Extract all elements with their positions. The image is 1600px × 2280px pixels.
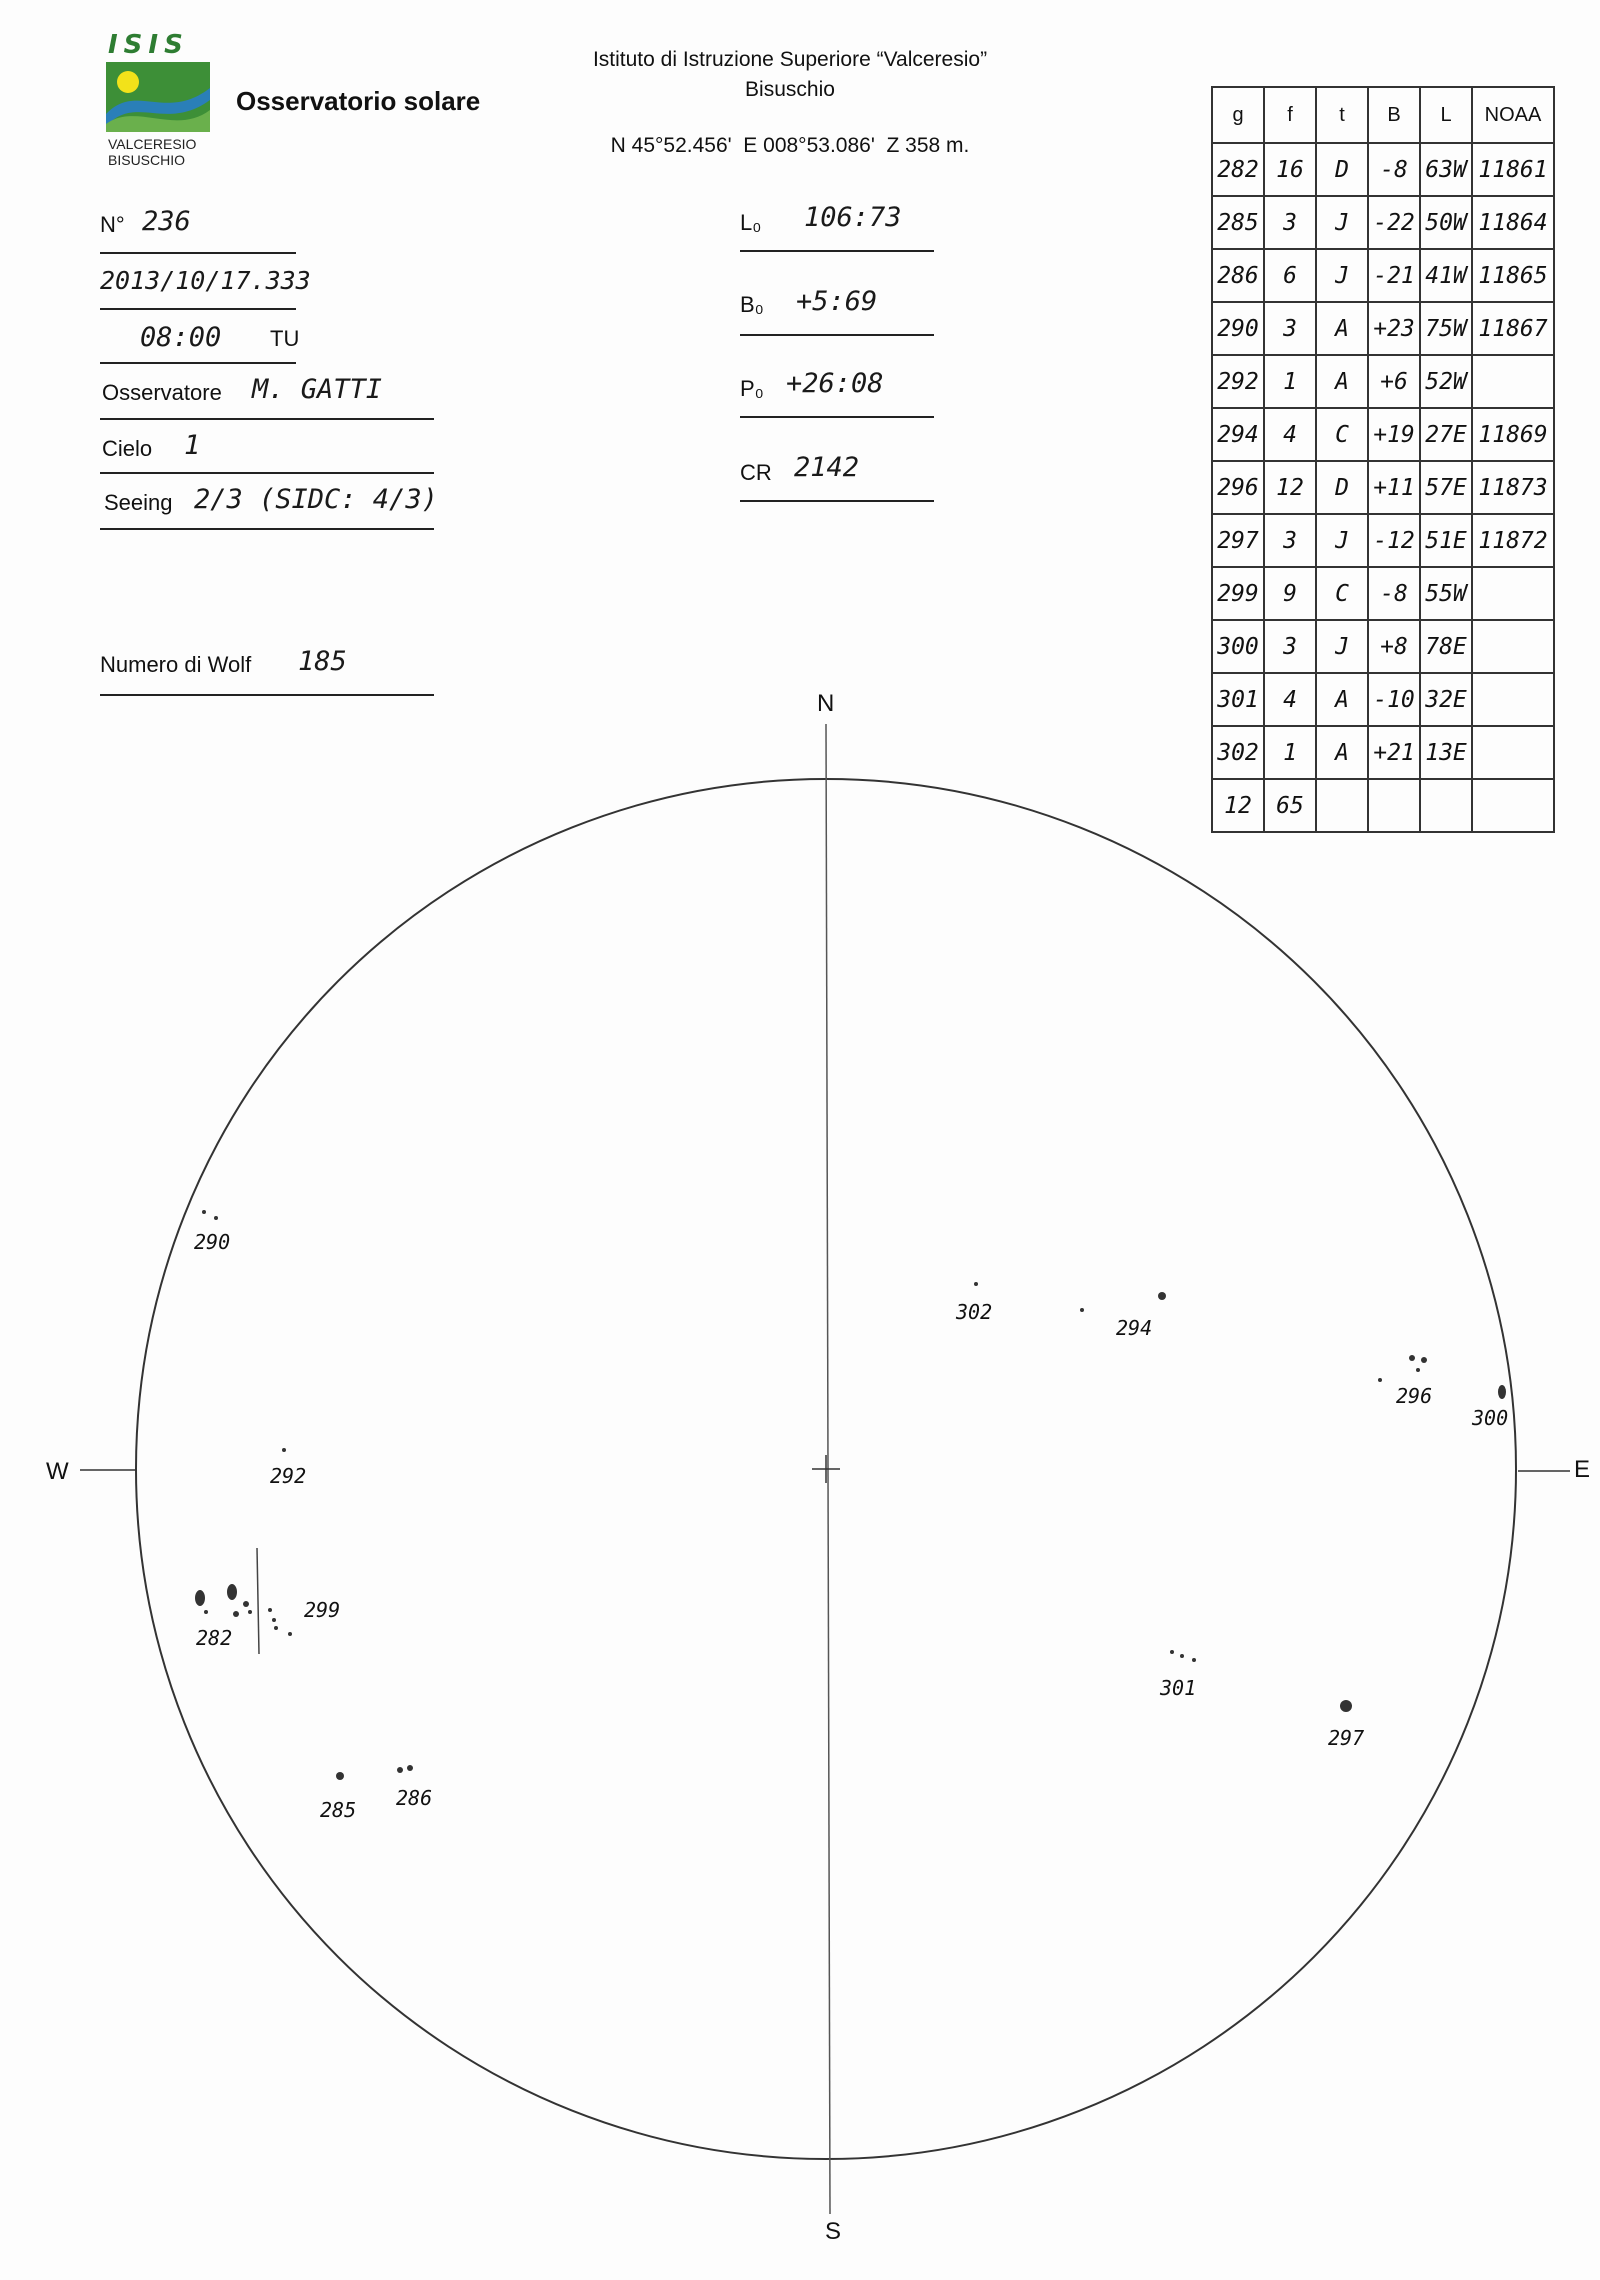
table-body <box>1212 143 1554 832</box>
sunspot <box>274 1626 278 1630</box>
table-cell: +21 <box>1368 726 1420 779</box>
sunspot <box>282 1448 286 1452</box>
table-row <box>1212 249 1554 302</box>
observer-label: Osservatore <box>102 380 222 405</box>
table-cell: 1 <box>1264 726 1316 779</box>
divider <box>100 418 434 420</box>
table-cell: 78E <box>1420 620 1472 673</box>
table-row <box>1212 408 1554 461</box>
table-cell: D <box>1316 143 1368 196</box>
table-cell: 4 <box>1264 673 1316 726</box>
table-cell: 11869 <box>1472 408 1554 461</box>
seeing-value: 2/3 (SIDC: 4/3) <box>194 484 438 515</box>
table-cell: -12 <box>1368 514 1420 567</box>
table-cell: -22 <box>1368 196 1420 249</box>
p0-value: +26:08 <box>786 368 884 399</box>
header-cell: B <box>1368 87 1420 143</box>
table-cell: 55W <box>1420 567 1472 620</box>
header-cell: g <box>1212 87 1264 143</box>
observer-value: M. GATTI <box>252 374 383 405</box>
sunspot <box>248 1610 252 1614</box>
logo-line1: VALCERESIO <box>108 136 197 152</box>
table-cell: 75W <box>1420 302 1472 355</box>
table-cell: 11865 <box>1472 249 1554 302</box>
table-cell: 12 <box>1264 461 1316 514</box>
seeing-label: Seeing <box>104 490 173 515</box>
sunspot <box>233 1611 239 1617</box>
sunspot <box>227 1584 237 1600</box>
solar-disk <box>136 779 1516 2159</box>
table-row <box>1212 461 1554 514</box>
group-label-300: 300 <box>1472 1406 1509 1430</box>
sunspot <box>272 1618 276 1622</box>
sunspot <box>195 1590 205 1606</box>
table-cell <box>1472 673 1554 726</box>
sunspot <box>397 1767 403 1773</box>
b0-label: B₀ <box>740 292 764 317</box>
table-cell <box>1472 567 1554 620</box>
table-cell: 3 <box>1264 196 1316 249</box>
divider <box>100 472 434 474</box>
table-cell: D <box>1316 461 1368 514</box>
table-cell: 50W <box>1420 196 1472 249</box>
table-cell <box>1368 779 1420 832</box>
group-label-294: 294 <box>1116 1316 1153 1340</box>
header-cell: t <box>1316 87 1368 143</box>
observatory-title: Osservatorio solare <box>236 86 481 116</box>
table-cell: 27E <box>1420 408 1472 461</box>
north-south-axis <box>826 724 830 2214</box>
header-cell: NOAA <box>1472 87 1554 143</box>
table-row <box>1212 355 1554 408</box>
table-row <box>1212 196 1554 249</box>
divider <box>740 334 934 336</box>
table-row <box>1212 143 1554 196</box>
table-cell: 11861 <box>1472 143 1554 196</box>
table-cell: 3 <box>1264 620 1316 673</box>
table-row <box>1212 673 1554 726</box>
group-label-296: 296 <box>1396 1384 1433 1408</box>
divider <box>100 308 296 310</box>
cr-label: CR <box>740 460 772 485</box>
table-cell: 1 <box>1264 355 1316 408</box>
group-label-282: 282 <box>196 1626 233 1650</box>
table-cell: 11872 <box>1472 514 1554 567</box>
wolf-value: 185 <box>298 646 347 677</box>
table-cell: C <box>1316 567 1368 620</box>
table-cell: -8 <box>1368 143 1420 196</box>
table-cell: 11867 <box>1472 302 1554 355</box>
sunspot <box>407 1765 413 1771</box>
sunspot-groups-table <box>1211 86 1555 833</box>
sunspot <box>1192 1658 1196 1662</box>
table-cell: 9 <box>1264 567 1316 620</box>
table-cell: +11 <box>1368 461 1420 514</box>
table-cell: J <box>1316 249 1368 302</box>
number-label: N° <box>100 212 125 237</box>
logo-brand: ISIS <box>108 30 189 60</box>
header-cell: f <box>1264 87 1316 143</box>
table-cell: J <box>1316 620 1368 673</box>
table-cell: 16 <box>1264 143 1316 196</box>
totals-row <box>1212 779 1554 832</box>
table-cell: 41W <box>1420 249 1472 302</box>
table-cell <box>1472 726 1554 779</box>
sunspot <box>1080 1308 1084 1312</box>
table-cell <box>1420 779 1472 832</box>
sky-label: Cielo <box>102 436 153 461</box>
table-cell <box>1472 355 1554 408</box>
table-cell: A <box>1316 673 1368 726</box>
divider <box>100 362 296 364</box>
time-unit: TU <box>270 326 300 351</box>
sunspot <box>288 1632 292 1636</box>
direction-south: S <box>825 2218 842 2245</box>
group-label-301: 301 <box>1160 1676 1197 1700</box>
table-cell: 13E <box>1420 726 1472 779</box>
number-value: 236 <box>142 206 191 237</box>
table-cell: 292 <box>1212 355 1264 408</box>
table-cell <box>1316 779 1368 832</box>
logo-line2: BISUSCHIO <box>108 152 186 168</box>
table-cell: -8 <box>1368 567 1420 620</box>
table-cell: A <box>1316 726 1368 779</box>
table-cell: 52W <box>1420 355 1472 408</box>
school-logo <box>100 30 220 170</box>
sunspot <box>1340 1700 1352 1712</box>
table-row <box>1212 620 1554 673</box>
group-separator <box>257 1548 259 1654</box>
table-cell: 12 <box>1212 779 1264 832</box>
table-cell: 294 <box>1212 408 1264 461</box>
sky-value: 1 <box>184 430 201 461</box>
table-row <box>1212 514 1554 567</box>
observatory-coordinates: N 45°52.456' E 008°53.086' Z 358 m. <box>610 134 970 157</box>
table-cell: 301 <box>1212 673 1264 726</box>
sunspot <box>1158 1292 1166 1300</box>
table-row <box>1212 567 1554 620</box>
table-cell: +19 <box>1368 408 1420 461</box>
group-label-292: 292 <box>270 1464 307 1488</box>
header-cell: L <box>1420 87 1472 143</box>
table-cell: 286 <box>1212 249 1264 302</box>
sunspot <box>202 1210 206 1214</box>
divider <box>100 528 434 530</box>
divider <box>740 250 934 252</box>
table-cell: 282 <box>1212 143 1264 196</box>
table-cell: J <box>1316 514 1368 567</box>
divider <box>740 500 934 502</box>
table-cell: 11864 <box>1472 196 1554 249</box>
b0-value: +5:69 <box>796 286 878 317</box>
institute-name: Istituto di Istruzione Superiore “Valceresio” <box>592 48 988 71</box>
table-cell: +8 <box>1368 620 1420 673</box>
p0-label: P₀ <box>740 376 764 401</box>
time-value: 08:00 <box>140 322 222 353</box>
table-cell: +6 <box>1368 355 1420 408</box>
table-cell: C <box>1316 408 1368 461</box>
group-label-290: 290 <box>194 1230 231 1254</box>
institute-town: Bisuschio <box>745 78 835 101</box>
table-cell: 11873 <box>1472 461 1554 514</box>
sunspot <box>1498 1385 1506 1399</box>
table-cell <box>1472 779 1554 832</box>
table-cell: +23 <box>1368 302 1420 355</box>
table-cell: 63W <box>1420 143 1472 196</box>
divider <box>100 694 434 696</box>
cr-value: 2142 <box>794 452 860 483</box>
direction-east: E <box>1574 1456 1591 1483</box>
group-label-285: 285 <box>320 1798 357 1822</box>
table-cell: 51E <box>1420 514 1472 567</box>
direction-west: W <box>46 1458 69 1485</box>
group-label-299: 299 <box>304 1598 341 1622</box>
sunspots <box>195 1210 1509 1780</box>
group-label-286: 286 <box>396 1786 433 1810</box>
table-cell: 297 <box>1212 514 1264 567</box>
table-cell: 57E <box>1420 461 1472 514</box>
divider <box>740 416 934 418</box>
table-cell: 285 <box>1212 196 1264 249</box>
sunspot <box>268 1608 272 1612</box>
table-cell: 6 <box>1264 249 1316 302</box>
table-cell: -21 <box>1368 249 1420 302</box>
table-cell: 302 <box>1212 726 1264 779</box>
sunspot <box>214 1216 218 1220</box>
sunspot <box>1170 1650 1174 1654</box>
table-cell: 3 <box>1264 302 1316 355</box>
logo-emblem-icon <box>106 62 210 132</box>
l0-value: 106:73 <box>804 202 902 233</box>
table-header-row <box>1212 87 1554 143</box>
table-row <box>1212 726 1554 779</box>
l0-label: L₀ <box>740 210 762 235</box>
sunspot <box>1409 1355 1415 1361</box>
table-row <box>1212 302 1554 355</box>
table-cell: A <box>1316 302 1368 355</box>
table-cell: 3 <box>1264 514 1316 567</box>
sunspot <box>243 1601 249 1607</box>
group-label-302: 302 <box>956 1300 993 1324</box>
table-cell: -10 <box>1368 673 1420 726</box>
sunspot <box>336 1772 344 1780</box>
table-cell <box>1472 620 1554 673</box>
sunspot <box>1416 1368 1420 1372</box>
sunspot <box>974 1282 978 1286</box>
wolf-label: Numero di Wolf <box>100 652 252 677</box>
table-cell: J <box>1316 196 1368 249</box>
sunspot <box>1421 1357 1427 1363</box>
table-cell: 290 <box>1212 302 1264 355</box>
direction-north: N <box>817 690 835 717</box>
sunspot <box>204 1610 208 1614</box>
divider <box>100 252 296 254</box>
table-cell: 32E <box>1420 673 1472 726</box>
date-value: 2013/10/17.333 <box>100 266 311 295</box>
sunspot <box>1378 1378 1382 1382</box>
group-label-297: 297 <box>1328 1726 1365 1750</box>
table-cell: 300 <box>1212 620 1264 673</box>
table-cell: 4 <box>1264 408 1316 461</box>
table-cell: 299 <box>1212 567 1264 620</box>
table-cell: A <box>1316 355 1368 408</box>
sunspot <box>1180 1654 1184 1658</box>
table-cell: 296 <box>1212 461 1264 514</box>
table-cell: 65 <box>1264 779 1316 832</box>
